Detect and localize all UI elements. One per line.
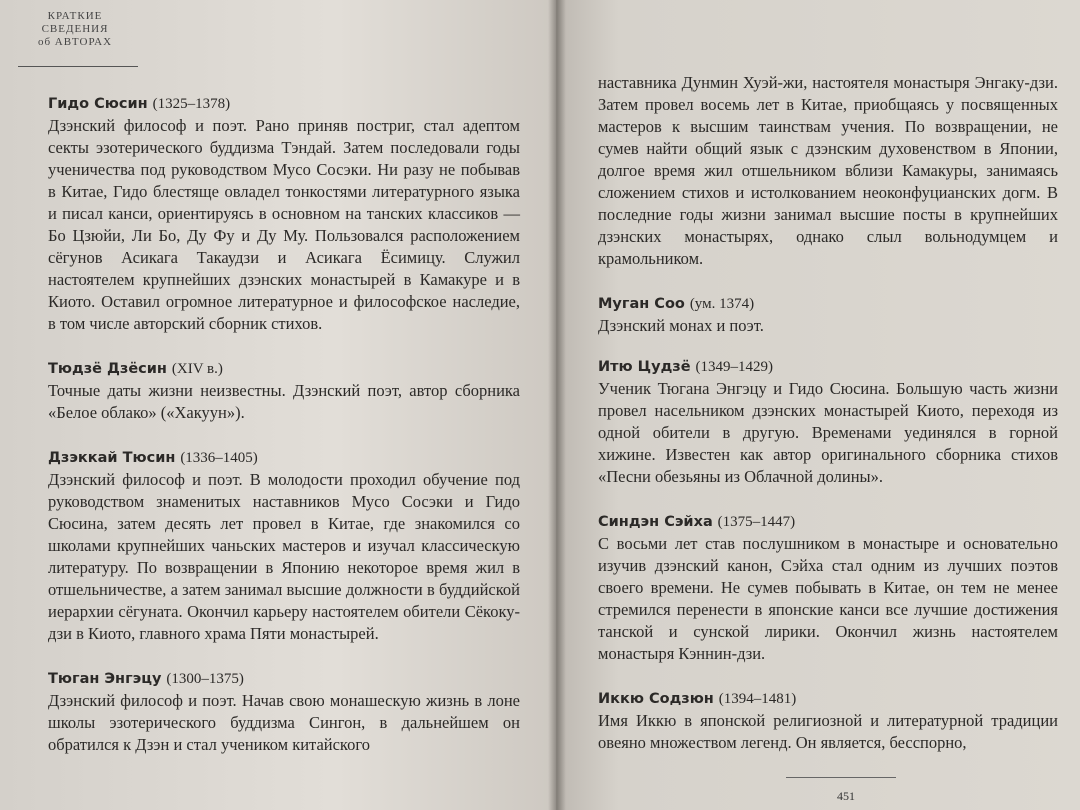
left-column bbox=[48, 92, 520, 778]
entry-heading bbox=[598, 687, 1058, 710]
entry-heading bbox=[48, 667, 520, 690]
author-bio: С восьми лет став послушником в монастыре и основательно изучив дзэнский канон, Сэйха стал одним из лучших поэтов своего времени. Не сумев побывать в Китае, он тем не менее стремился перенести в японские канси все лучшие достижения танской и сунской лирики. Окончил жизнь настоятелем монастыря Кэннин-дзи. bbox=[598, 534, 1058, 663]
author-bio: Дзэнский философ и поэт. В молодости проходил обучение под руководством знаменитых наставников Мусо Сосэки и Гидо Сюсина, затем десять лет провел в Китае, где знакомился со школами крупнейших чаньских мастеров и изучал классическую литературу. По возвращении в Японию некоторое время жил в отшельничестве, а затем занимал высшие должности в буддийской иерархии сёгуната. Окончил карьеру настоятелем обители Сёкоку-дзи в Киото, главного храма Пяти монастырей. bbox=[48, 470, 520, 643]
author-entry bbox=[598, 355, 1058, 488]
book-gutter bbox=[548, 0, 566, 810]
entry-heading bbox=[48, 92, 520, 115]
author-name: Тюдзё Дзёсин bbox=[48, 361, 167, 377]
author-bio: Дзэнский философ и поэт. Рано приняв постриг, стал адептом секты эзотерического буддизма Тэндай. Затем последовали годы ученичества под руководством Мусо Сосэки. Ни разу не побывав в Китае, Гидо блестяще овладел тонкостями литературного языка и писал канси, ориентируясь в основном на танских классиков — Бо Цзюйи, Ли Бо, Ду Фу и Ду Му. Пользовался расположением сёгунов Асикага Такаудзи и Асикага Ёсимицу. Служил настоятелем крупнейших дзэнских монастырей в Камакуре и в Киото. Оставил огромное литературное и философское наследие, в том числе авторский сборник стихов. bbox=[48, 116, 520, 333]
right-column bbox=[598, 72, 1058, 776]
entry-heading bbox=[48, 446, 520, 469]
page-number: 451 bbox=[837, 789, 855, 803]
author-entry bbox=[598, 510, 1058, 665]
author-entry bbox=[48, 667, 520, 756]
author-entry-continued bbox=[598, 72, 1058, 270]
running-head-line: СВЕДЕНИЯ bbox=[41, 23, 109, 35]
author-entry bbox=[598, 687, 1058, 754]
author-dates: (1394–1481) bbox=[718, 691, 797, 707]
author-dates: (ум. 1374) bbox=[689, 296, 755, 312]
author-bio: Дзэнский монах и поэт. bbox=[598, 316, 764, 335]
entry-heading bbox=[598, 292, 1058, 315]
author-name: Тюган Энгэцу bbox=[48, 671, 162, 687]
author-dates: (1349–1429) bbox=[695, 359, 773, 375]
author-name: Синдэн Сэйха bbox=[598, 514, 713, 530]
author-dates: (1336–1405) bbox=[180, 450, 258, 466]
running-head-line: об АВТОРАХ bbox=[37, 36, 113, 48]
author-name: Дзэккай Тюсин bbox=[48, 450, 176, 466]
author-bio: Ученик Тюгана Энгэцу и Гидо Сюсина. Большую часть жизни провел насельником дзэнских монастырей Киото, переходя из одной обители в другую. Временами уединялся в горной хижине. Известен как автор оригинального сборника стихов «Песни обезьяны из Облачной долины». bbox=[598, 379, 1058, 486]
author-entry bbox=[48, 92, 520, 335]
author-dates: (1325–1378) bbox=[152, 96, 231, 112]
author-bio: Имя Иккю в японской религиозной и литературной традиции овеяно множеством легенд. Он является, бесспорно, bbox=[598, 711, 1058, 752]
running-head-rule bbox=[18, 66, 138, 67]
author-entry bbox=[48, 357, 520, 424]
author-entry bbox=[598, 292, 1058, 337]
running-head-line: КРАТКИЕ bbox=[47, 10, 103, 22]
author-name: Гидо Сюсин bbox=[48, 96, 148, 112]
author-dates: (XIV в.) bbox=[171, 361, 223, 377]
author-name: Иккю Содзюн bbox=[598, 691, 714, 707]
entry-heading bbox=[598, 355, 1058, 378]
author-dates: (1300–1375) bbox=[166, 671, 244, 687]
entry-heading bbox=[48, 357, 520, 380]
running-head bbox=[16, 10, 134, 49]
entry-heading bbox=[598, 510, 1058, 533]
author-bio: наставника Дунмин Хуэй-жи, настоятеля монастыря Энгаку-дзи. Затем провел восемь лет в Китае, приобщаясь у посвященных мастеров к высшим таинствам учения. По возвращении, не сумев найти общий язык с дзэнским духовенством в Японии, долгое время жил отшельником вблизи Камакуры, занимаясь сложением стихов и истолкованием неоконфуцианских догм. В последние годы жизни занимал высшие посты в крупнейших дзэнских монастырях, однако слыл вольнодумцем и крамольником. bbox=[598, 73, 1058, 268]
author-bio: Дзэнский философ и поэт. Начав свою монашескую жизнь в лоне школы эзотерического буддизма Сингон, в дальнейшем он обратился к Дзэн и стал учеником китайского bbox=[48, 691, 520, 754]
author-dates: (1375–1447) bbox=[717, 514, 796, 530]
author-name: Муган Соо bbox=[598, 296, 685, 312]
author-bio: Точные даты жизни неизвестны. Дзэнский поэт, автор сборника «Белое облако» («Хакуун»). bbox=[48, 381, 520, 422]
right-page bbox=[556, 0, 1080, 810]
author-entry bbox=[48, 446, 520, 645]
page-number-rule bbox=[786, 777, 896, 778]
author-name: Итю Цудзё bbox=[598, 359, 691, 375]
